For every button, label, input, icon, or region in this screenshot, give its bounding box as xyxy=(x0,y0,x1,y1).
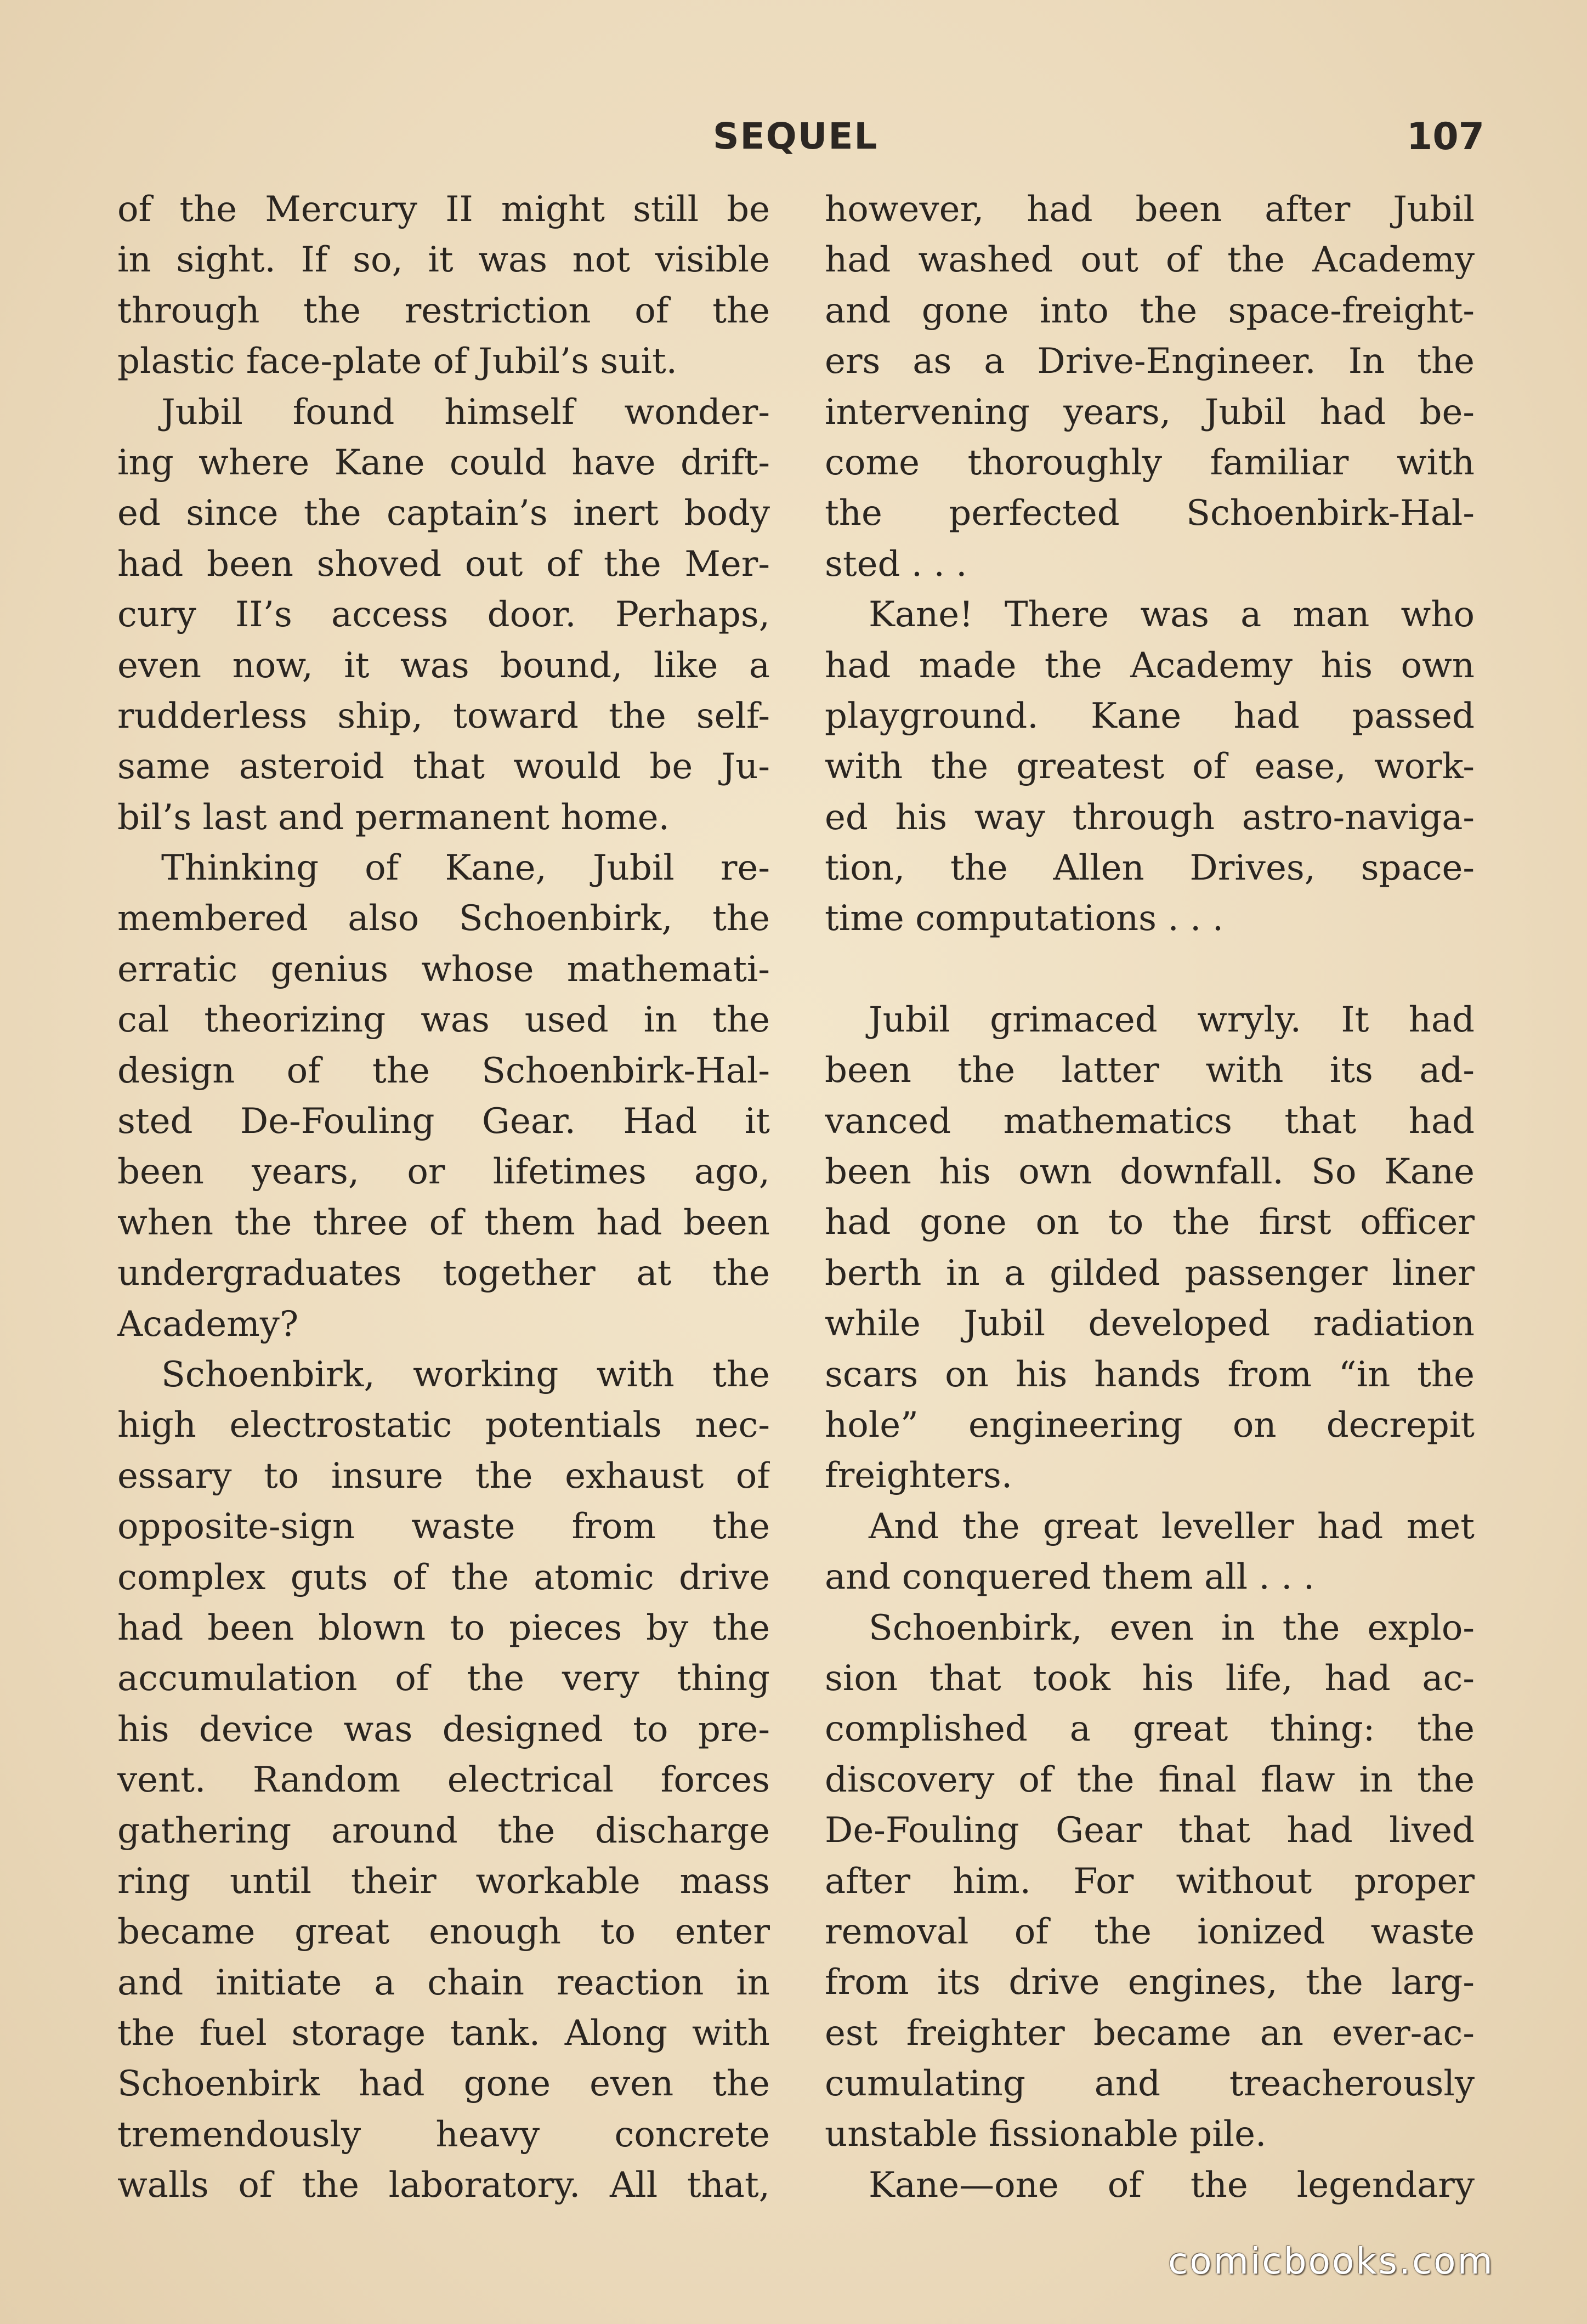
text-line: sted De-Fouling Gear. Had it xyxy=(117,1101,770,1142)
text-line: after him. For without proper xyxy=(825,1861,1475,1902)
right-text-column xyxy=(825,184,1475,2210)
text-line: membered also Schoenbirk, the xyxy=(117,898,770,939)
text-line: erratic genius whose mathemati- xyxy=(117,949,770,990)
text-line: been years, or lifetimes ago, xyxy=(117,1152,770,1193)
text-line: scars on his hands from “in the xyxy=(825,1354,1475,1395)
text-line: in sight. If so, it was not visible xyxy=(117,240,770,281)
text-line: opposite-sign waste from the xyxy=(117,1506,770,1548)
text-line: est freighter became an ever-ac- xyxy=(825,2013,1475,2054)
text-line: bil’s last and permanent home. xyxy=(117,797,670,838)
text-line: had been blown to pieces by the xyxy=(117,1607,770,1648)
text-line: ed since the captain’s inert body xyxy=(117,493,770,534)
text-line: removal of the ionized waste xyxy=(825,1911,1475,1952)
text-line: ing where Kane could have drift- xyxy=(117,442,770,483)
text-line: vent. Random electrical forces xyxy=(117,1760,770,1801)
text-line: and gone into the space-freight- xyxy=(825,290,1475,331)
text-line: ring until their workable mass xyxy=(117,1861,770,1902)
text-line: Schoenbirk, working with the xyxy=(161,1354,770,1395)
text-line: Thinking of Kane, Jubil re- xyxy=(161,848,770,889)
left-text-column xyxy=(117,184,770,2211)
text-line: And the great leveller had met xyxy=(869,1506,1475,1547)
text-line: same asteroid that would be Ju- xyxy=(117,746,770,787)
text-line: freighters. xyxy=(825,1455,1013,1497)
text-line: Schoenbirk had gone even the xyxy=(117,2064,770,2105)
text-line: playground. Kane had passed xyxy=(825,695,1475,736)
text-line: rudderless ship, toward the self- xyxy=(117,695,770,736)
text-line: when the three of them had been xyxy=(117,1202,770,1243)
text-line: his device was designed to pre- xyxy=(117,1709,770,1750)
text-line: design of the Schoenbirk-Hal- xyxy=(117,1050,770,1091)
text-line: the fuel storage tank. Along with xyxy=(117,2013,770,2054)
text-line: walls of the laboratory. All that, xyxy=(117,2165,770,2206)
text-line: had washed out of the Academy xyxy=(825,240,1475,281)
text-line: gathering around the discharge xyxy=(117,1810,770,1851)
text-line: De-Fouling Gear that had lived xyxy=(825,1810,1475,1851)
text-line: ed his way through astro-naviga- xyxy=(825,797,1475,838)
text-line: Kane! There was a man who xyxy=(869,594,1475,636)
text-line: became great enough to enter xyxy=(117,1912,770,1953)
text-line: had been shoved out of the Mer- xyxy=(117,543,770,585)
text-line: berth in a gilded passenger liner xyxy=(825,1252,1475,1294)
text-line: ers as a Drive-Engineer. In the xyxy=(825,341,1475,382)
text-line: accumulation of the very thing xyxy=(117,1658,770,1699)
text-line: hole” engineering on decrepit xyxy=(825,1404,1475,1446)
text-line: from its drive engines, the larg- xyxy=(825,1962,1475,2003)
text-line: cury II’s access door. Perhaps, xyxy=(117,594,770,636)
text-line: sion that took his life, had ac- xyxy=(825,1658,1475,1699)
text-line: Schoenbirk, even in the explo- xyxy=(869,1607,1475,1648)
text-line: been the latter with its ad- xyxy=(825,1050,1475,1091)
text-line: of the Mercury II might still be xyxy=(117,189,770,230)
text-line: had gone on to the first officer xyxy=(825,1202,1475,1243)
text-line: undergraduates together at the xyxy=(117,1253,770,1294)
text-line: tion, the Allen Drives, space- xyxy=(825,848,1475,889)
text-line: cal theorizing was used in the xyxy=(117,1000,770,1041)
text-line: Kane—one of the legendary xyxy=(869,2164,1475,2206)
running-head: SEQUEL xyxy=(713,115,878,157)
text-line: complished a great thing: the xyxy=(825,1709,1475,1750)
text-line: discovery of the final flaw in the xyxy=(825,1759,1475,1800)
text-line: plastic face-plate of Jubil’s suit. xyxy=(117,341,677,382)
text-line: time computations . . . xyxy=(825,898,1224,939)
text-line: had made the Academy his own xyxy=(825,645,1475,686)
watermark: comicbooks.com xyxy=(1168,2240,1494,2282)
text-line: with the greatest of ease, work- xyxy=(825,746,1475,787)
text-line: essary to insure the exhaust of xyxy=(117,1455,770,1497)
text-line: Jubil found himself wonder- xyxy=(161,392,770,433)
text-line: through the restriction of the xyxy=(117,290,770,331)
text-line: however, had been after Jubil xyxy=(825,189,1475,230)
paragraph-gap xyxy=(825,944,1475,995)
text-line: while Jubil developed radiation xyxy=(825,1303,1475,1345)
text-line: sted . . . xyxy=(825,543,967,585)
text-line: been his own downfall. So Kane xyxy=(825,1152,1475,1193)
text-line: complex guts of the atomic drive xyxy=(117,1557,770,1598)
text-line: vanced mathematics that had xyxy=(825,1101,1475,1142)
page-number: 107 xyxy=(1407,115,1484,158)
text-line: even now, it was bound, like a xyxy=(117,645,770,686)
page-header xyxy=(0,115,1587,170)
text-line: and conquered them all . . . xyxy=(825,1557,1315,1598)
text-line: unstable fissionable pile. xyxy=(825,2114,1267,2155)
text-line: intervening years, Jubil had be- xyxy=(825,392,1475,433)
text-line: Academy? xyxy=(117,1303,299,1345)
text-line: and initiate a chain reaction in xyxy=(117,1962,770,2003)
text-line: high electrostatic potentials nec- xyxy=(117,1405,770,1446)
text-line: come thoroughly familiar with xyxy=(825,442,1475,483)
text-line: Jubil grimaced wryly. It had xyxy=(869,999,1475,1040)
text-line: the perfected Schoenbirk-Hal- xyxy=(825,493,1475,534)
text-line: cumulating and treacherously xyxy=(825,2064,1475,2105)
text-line: tremendously heavy concrete xyxy=(117,2114,770,2155)
